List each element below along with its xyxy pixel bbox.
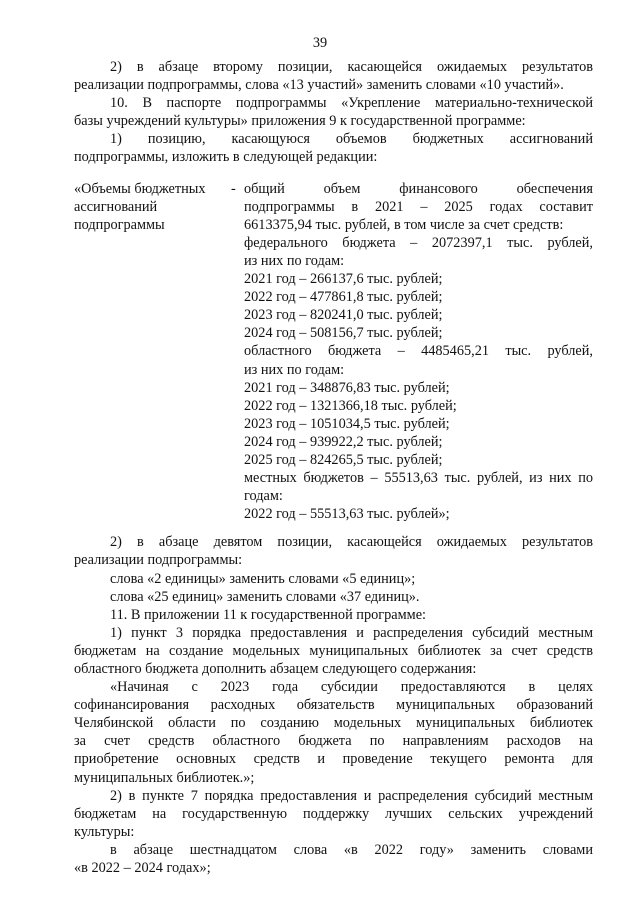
table-right-column [244,180,593,524]
table-right-line: из них по годам: [244,361,345,378]
paragraph-line: 1) позицию, касающуюся объемов бюджетных ассигнований [110,131,593,148]
paragraph-line: реализации подпрограммы, слова «13 участий» заменить словами «10 участий». [74,77,564,94]
paragraph-line: подпрограммы, изложить в следующей редакции: [74,149,378,166]
paragraph-line: 1) пункт 3 порядка предоставления и распределения субсидий местным [110,624,593,641]
table-left-line: «Объемы бюджетных [74,180,206,197]
paragraph-line: приобретение основных средств и проведение текущего ремонта для [74,751,593,768]
table-right-line: общий объем финансового обеспечения [244,180,593,197]
table-right-line: 2022 год – 1321366,18 тыс. рублей; [244,397,457,414]
table-left-line: подпрограммы [74,216,165,233]
table-right-line: 2025 год – 824265,5 тыс. рублей; [244,451,443,468]
paragraph-line: слова «2 единицы» заменить словами «5 единиц»; [110,570,416,587]
paragraph-line: «в 2022 – 2024 годах»; [74,860,211,877]
paragraph-line: 10. В паспорте подпрограммы «Укрепление материально-технической [110,95,593,112]
paragraph-line: культуры: [74,823,135,840]
table-right-line: 6613375,94 тыс. рублей, в том числе за счет средств: [244,216,564,233]
table-right-line: 2021 год – 266137,6 тыс. рублей; [244,271,443,288]
paragraph-line: 2) в абзаце девятом позиции, касающейся ожидаемых результатов [110,534,593,551]
page-number: 39 [312,35,328,51]
table-right-line: 2021 год – 348876,83 тыс. рублей; [244,379,450,396]
table-right-line: 2023 год – 820241,0 тыс. рублей; [244,307,443,324]
table-right-line: из них по годам: [244,252,345,269]
table-right-line: 2022 год – 477861,8 тыс. рублей; [244,289,443,306]
paragraph-line: софинансирования расходных обязательств муниципальных образований [74,697,593,714]
paragraph-line: Челябинской области по созданию модельных муниципальных библиотек [74,715,593,732]
table-right-line: 2022 год – 55513,63 тыс. рублей»; [244,506,450,523]
paragraph-line: «Начиная с 2023 года субсидии предоставляются в целях [110,679,593,696]
paragraph-line: бюджетам на государственную поддержку лучших сельских учреждений [74,805,593,822]
table-right-line: 2023 год – 1051034,5 тыс. рублей; [244,415,450,432]
paragraph-line: 2) в пункте 7 порядка предоставления и распределения субсидий местным [110,787,593,804]
budget-position-table [74,180,593,524]
paragraph-line: реализации подпрограммы: [74,552,243,569]
paragraph-line: муниципальных библиотек.»; [74,769,255,786]
paragraph-line: областного бюджета дополнить абзацем следующего содержания: [74,661,477,677]
paragraph-line: базы учреждений культуры» приложения 9 к государственной программе: [74,113,526,130]
table-right-line: годам: [244,488,283,505]
paragraph-line: 2) в абзаце второму позиции, касающейся ожидаемых результатов [110,59,593,75]
table-right-line: подпрограммы в 2021 – 2025 годах составит [244,198,593,215]
table-left-column [74,180,231,524]
table-dash: - [231,180,236,197]
table-right-line: местных бюджетов – 55513,63 тыс. рублей, из них по [244,470,593,487]
table-left-line: ассигнований [74,198,158,215]
paragraph-line: бюджетам на создание модельных муниципальных библиотек за счет средств [74,642,593,659]
paragraph-line: 11. В приложении 11 к государственной программе: [110,606,427,623]
paragraph-line: за счет средств областного бюджета по направлениям расходов на [74,733,593,750]
paragraph-line: в абзаце шестнадцатом слова «в 2022 году» заменить словами [110,841,593,858]
paragraph-line: слова «25 единиц» заменить словами «37 единиц». [110,588,420,605]
table-right-line: 2024 год – 508156,7 тыс. рублей; [244,325,443,342]
document-body [74,58,593,877]
table-right-line: федерального бюджета – 2072397,1 тыс. рублей, [244,234,593,251]
table-right-line: 2024 год – 939922,2 тыс. рублей; [244,433,443,450]
table-right-line: областного бюджета – 4485465,21 тыс. рублей, [244,343,593,360]
